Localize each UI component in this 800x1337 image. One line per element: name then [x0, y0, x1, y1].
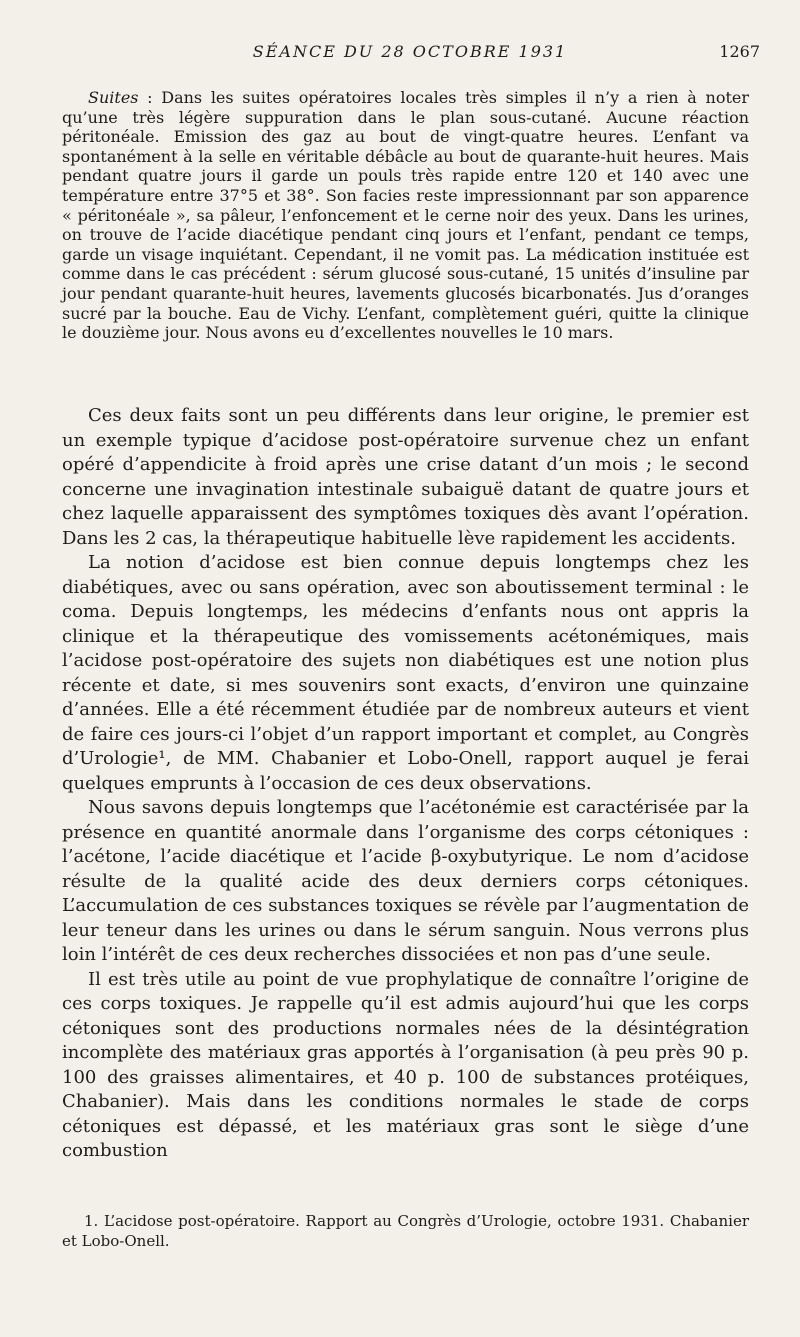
page-header: [60, 42, 760, 70]
running-head: SÉANCE DU 28 OCTOBRE 1931: [252, 42, 568, 61]
body-paragraph: Nous savons depuis longtemps que l’acétonémie est caractérisée par la présence en quantité anormale dans l’organisme des corps cétoniques : l’acétone, l’acide diacétique et l’acide β-oxybutyrique. Le nom d’acidose résulte de la qualité acide des deux derniers corps cétoniques. L’accumulation de ces substances toxiques se révèle par l’augmentation de leur teneur dans les urines ou dans le sérum sanguin. Nous verrons plus loin l’intérêt de ces deux recherches dissociées et non pas d’une seule.: [62, 797, 749, 965]
case-followup-text: : Dans les suites opératoires locales très simples il n’y a rien à noter qu’une très légère suppuration dans le plan sous-cutané. Aucune réaction péritonéale. Emission des gaz au bout de vingt-quatre heures. L’enfant va spontanément à la selle en véritable débâcle au bout de quarante-huit heures. Mais pendant quatre jours il garde un pouls très rapide entre 120 et 140 avec une température entre 37°5 et 38°. Son facies reste impressionnant par son apparence « péritonéale », sa pâleur, l’enfoncement et le cerne noir des yeux. Dans les urines, on trouve de l’acide diacétique pendant cinq jours et l’enfant, pendant ce temps, garde un visage inquiétant. Cependant, il ne vomit pas. La médication instituée est comme dans le cas précédent : sérum glucosé sous-cutané, 15 unités d’insuline par jour pendant quarante-huit heures, lavements glucosés bicarbonatés. Jus d’oranges sucré par la bouche. Eau de Vichy. L’enfant, complètement guéri, quitte la clinique le douzième jour. Nous avons eu d’excellentes nouvelles le 10 mars.: [62, 88, 749, 343]
body-paragraph: Ces deux faits sont un peu différents dans leur origine, le premier est un exemple typique d’acidose post-opératoire survenue chez un enfant opéré d’appendicite à froid après une crise datant d’un mois ; le second concerne une invagination intestinale subaiguë datant de quatre jours et chez laquelle apparaissent des symptômes toxiques dès avant l’opération. Dans les 2 cas, la thérapeutique habituelle lève rapidement les accidents.: [62, 405, 749, 549]
body-paragraph: La notion d’acidose est bien connue depuis longtemps chez les diabétiques, avec ou sans opération, avec son aboutissement terminal : le coma. Depuis longtemps, les médecins d’enfants nous ont appris la clinique et la thérapeutique des vomissements acétonémiques, mais l’acidose post-opératoire des sujets non diabétiques est une notion plus récente et date, si mes souvenirs sont exacts, d’environ une quinzaine d’années. Elle a été récemment étudiée par de nombreux auteurs et vient de faire ces jours-ci l’objet d’un rapport important et complet, au Congrès d’Urologie¹, de MM. Chabanier et Lobo-Onell, rapport auquel je ferai quelques emprunts à l’occasion de ces deux observations.: [62, 552, 749, 794]
discussion-section: [62, 404, 749, 1164]
page-number: 1267: [719, 42, 760, 61]
section-lead: Suites: [88, 88, 139, 107]
case-observation-section: [62, 88, 749, 343]
case-followup-paragraph: [62, 88, 749, 343]
footnote: 1. L’acidose post-opératoire. Rapport au Congrès d’Urologie, octobre 1931. Chabanier et Lobo-Onell.: [62, 1212, 749, 1250]
body-paragraph: Il est très utile au point de vue prophylatique de connaître l’origine de ces corps toxiques. Je rappelle qu’il est admis aujourd’hui que les corps cétoniques sont des productions normales nées de la désintégration incomplète des matériaux gras apportés à l’organisation (à peu près 90 p. 100 des graisses alimentaires, et 40 p. 100 de substances protéiques, Chabanier). Mais dans les conditions normales le stade de corps cétoniques est dépassé, et les matériaux gras sont le siège d’une combustion: [62, 968, 749, 1161]
